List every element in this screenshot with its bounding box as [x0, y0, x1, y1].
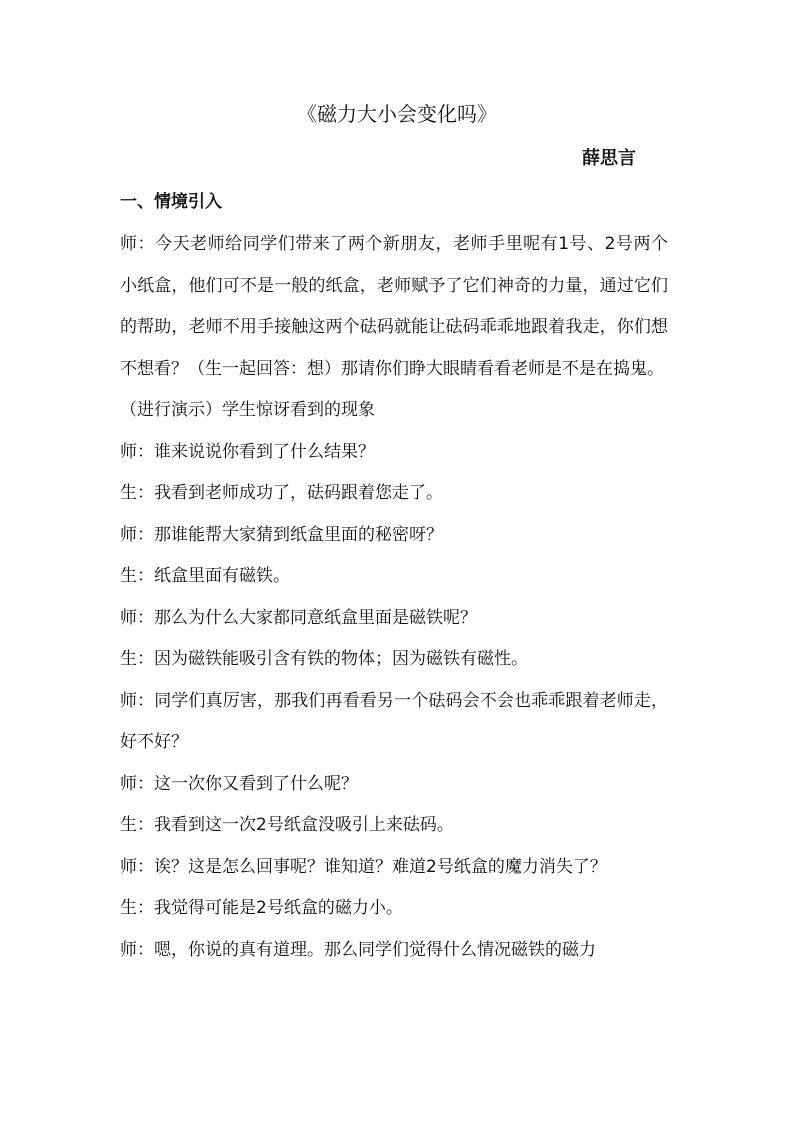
paragraph: 师：诶？这是怎么回事呢？谁知道？难道2号纸盒的魔力消失了？	[120, 856, 607, 877]
paragraph: 生：我看到这一次2号纸盒没吸引上来砝码。	[120, 815, 454, 835]
paragraph: 师：那么为什么大家都同意纸盒里面是磁铁呢？	[120, 607, 477, 628]
paragraph: 生：我看到老师成功了，砝码跟着您走了。	[120, 483, 443, 503]
author-name: 薛思言	[582, 148, 636, 169]
paragraph: 生：我觉得可能是2号纸盒的磁力小。	[120, 898, 403, 918]
section-heading: 一、情境引入	[120, 192, 222, 212]
paragraph: （进行演示）学生惊讶看到的现象	[120, 400, 375, 420]
paragraph: 师：同学们真厉害，那我们再看看另一个砝码会不会也乖乖跟着老师走，好不好？	[120, 690, 668, 752]
paragraph: 生：纸盒里面有磁铁。	[120, 566, 290, 586]
paragraph: 师：嗯，你说的真有道理。那么同学们觉得什么情况磁铁的磁力	[120, 939, 596, 960]
document-title: 《磁力大小会变化吗》	[297, 102, 497, 126]
paragraph: 师：今天老师给同学们带来了两个新朋友，老师手里呢有1号、2号两个小纸盒，他们可不是一般的纸盒，老师赋予了它们神奇的力量，通过它们的帮助，老师不用手接触这两个砝码就能让砝码乖乖地跟着我走，你们想不想看？（生一起回答：想）那请你们睁大眼睛看看老师是不是在捣鬼。	[120, 234, 668, 379]
document-body	[120, 224, 668, 971]
paragraph: 生：因为磁铁能吸引含有铁的物体；因为磁铁有磁性。	[120, 649, 528, 669]
paragraph: 师：这一次你又看到了什么呢？	[120, 773, 358, 794]
paragraph: 师：那谁能帮大家猜到纸盒里面的秘密呀？	[120, 524, 443, 545]
paragraph: 师：谁来说说你看到了什么结果？	[120, 441, 375, 462]
